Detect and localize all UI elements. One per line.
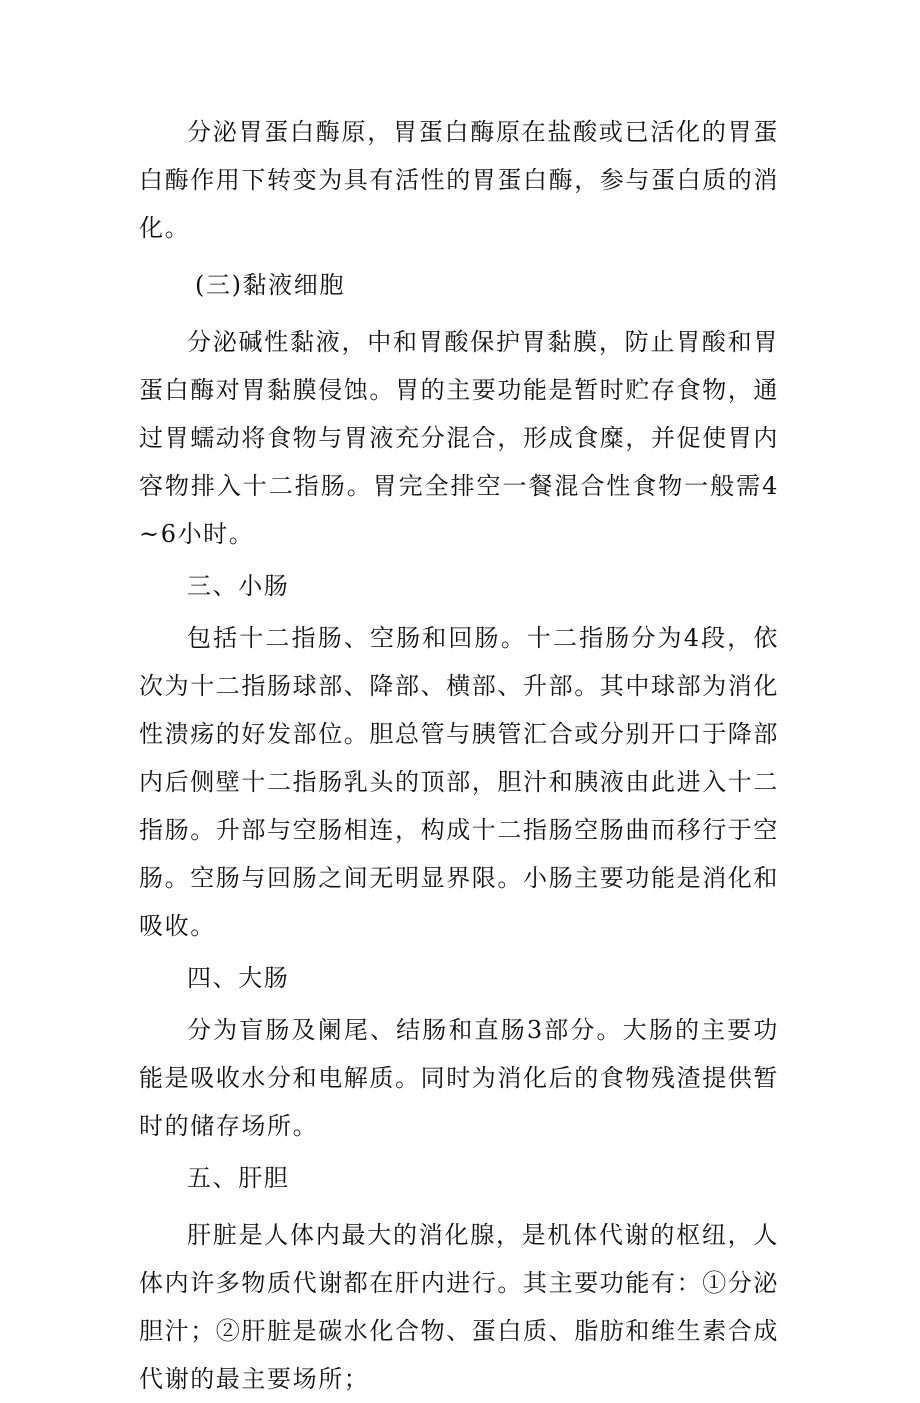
heading-mucous-cells: (三)黏液细胞 (195, 271, 345, 299)
document-body (139, 108, 779, 1403)
paragraph-mucus-stomach: 分泌碱性黏液，中和胃酸保护胃黏膜，防止胃酸和胃蛋白酶对胃黏膜侵蚀。胃的主要功能是暂时贮存食物，通过胃蠕动将食物与胃液充分混合，形成食糜，并促使胃内容物排入十二指肠。胃完全排空一餐混合性食物一般需4~6小时。 (139, 328, 779, 548)
paragraph-small-intestine: 包括十二指肠、空肠和回肠。十二指肠分为4段，依次为十二指肠球部、降部、横部、升部。其中球部为消化性溃疡的好发部位。胆总管与胰管汇合或分别开口于降部内后侧壁十二指肠乳头的顶部，胆汁和胰液由此进入十二指肠。升部与空肠相连，构成十二指肠空肠曲而移行于空肠。空肠与回肠之间无明显界限。小肠主要功能是消化和吸收。 (139, 624, 779, 940)
paragraph-pepsinogen: 分泌胃蛋白酶原，胃蛋白酶原在盐酸或已活化的胃蛋白酶作用下转变为具有活性的胃蛋白酶，参与蛋白质的消化。 (139, 118, 779, 242)
heading-liver-gallbladder: 五、肝胆 (187, 1164, 290, 1192)
heading-small-intestine: 三、小肠 (187, 572, 290, 600)
heading-large-intestine: 四、大肠 (187, 964, 290, 992)
paragraph-liver: 肝脏是人体内最大的消化腺，是机体代谢的枢纽，人体内许多物质代谢都在肝内进行。其主要功能有：①分泌胆汁；②肝脏是碳水化合物、蛋白质、脂肪和维生素合成代谢的最主要场所； (139, 1221, 779, 1393)
paragraph-large-intestine: 分为盲肠及阑尾、结肠和直肠3部分。大肠的主要功能是吸收水分和电解质。同时为消化后的食物残渣提供暂时的储存场所。 (139, 1016, 779, 1140)
